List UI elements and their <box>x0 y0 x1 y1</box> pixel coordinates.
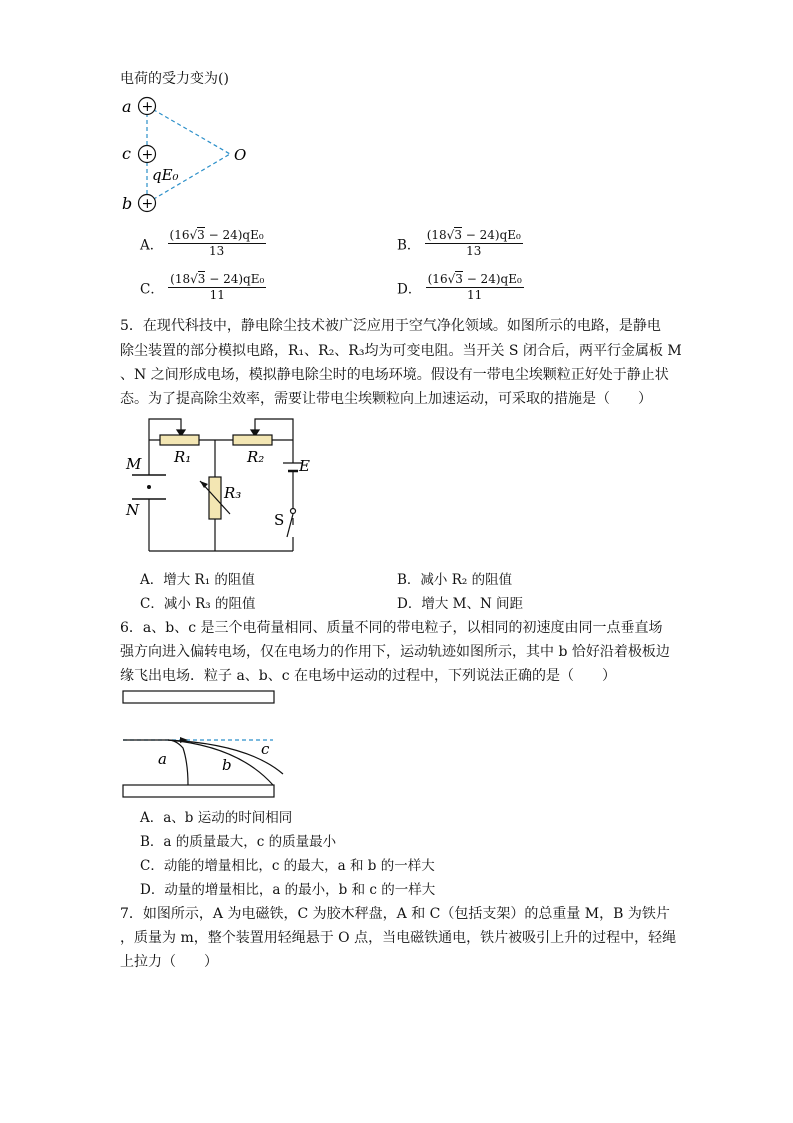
q6-option-a[interactable]: A．a、b 运动的时间相同 <box>140 810 293 826</box>
q5-line-3: 、N 之间形成电场，模拟静电除尘时的电场环境。假设有一带电尘埃颗粒正好处于静止状 <box>120 367 669 383</box>
q4-option-a[interactable]: A． $\frac{\text{(16√3 − 24)qE₀}}{13}$ <box>140 228 264 258</box>
label-c: c <box>122 144 131 163</box>
label-s: S <box>274 511 285 529</box>
q5-option-b[interactable]: B．减小 R₂ 的阻值 <box>397 572 513 588</box>
q5-line-2: 除尘装置的部分模拟电路，R₁、R₂、R₃均为可变电阻。当开关 S 闭合后，两平行金属板 M <box>120 343 682 359</box>
label-c: c <box>261 740 270 758</box>
q7-line-2: ，质量为 m，整个装置用轻绳悬于 O 点，当电磁铁通电，铁片被吸引上升的过程中，轻绳 <box>120 930 677 946</box>
svg-text:+: + <box>141 147 154 163</box>
svg-text:+: + <box>141 196 154 212</box>
q5-option-a[interactable]: A．增大 R₁ 的阻值 <box>140 572 255 588</box>
label-a: a <box>122 97 132 116</box>
label-o: O <box>234 146 247 164</box>
label-a: a <box>158 750 167 768</box>
label-n: N <box>126 501 140 519</box>
label-e: E <box>299 457 310 475</box>
q4-option-b[interactable]: B． $\frac{\text{(18√3 − 24)qE₀}}{13}$ <box>397 228 521 258</box>
label-r3: R₃ <box>224 484 242 502</box>
resistor-r1 <box>160 435 199 445</box>
q4-option-d[interactable]: D． $\frac{\text{(16√3 − 24)qE₀}}{11}$ <box>397 272 522 302</box>
q4-charges-figure <box>118 92 258 222</box>
label-m: M <box>126 455 142 473</box>
q4-stem-tail: 电荷的受力变为() <box>120 71 229 87</box>
q6-option-d[interactable]: D．动量的增量相比，a 的最小，b 和 c 的一样大 <box>140 882 436 898</box>
q5-option-c[interactable]: C．减小 R₃ 的阻值 <box>140 596 256 612</box>
q6-line-1: 6．a、b、c 是三个电荷量相同、质量不同的带电粒子，以相同的初速度由同一点垂直场 <box>120 620 663 636</box>
q7-line-3: 上拉力（ ） <box>120 954 218 970</box>
label-b: b <box>122 194 133 213</box>
q4-option-c[interactable]: C． $\frac{\text{(18√3 − 24)qE₀}}{11}$ <box>140 272 265 302</box>
q6-line-2: 强方向进入偏转电场，仅在电场力的作用下，运动轨迹如图所示，其中 b 恰好沿着极板边 <box>120 644 670 660</box>
q6-deflection-figure <box>118 688 288 803</box>
q5-option-d[interactable]: D．增大 M、N 间距 <box>397 596 524 612</box>
q5-line-4: 态。为了提高除尘效率，需要让带电尘埃颗粒向上加速运动，可采取的措施是（ ） <box>120 391 652 407</box>
resistor-r2 <box>233 435 272 445</box>
upper-plate <box>123 691 274 703</box>
label-r2: R₂ <box>247 448 265 466</box>
lower-plate <box>123 785 274 797</box>
charge-a <box>139 98 156 116</box>
force-label: qE₀ <box>152 166 179 184</box>
q6-option-c[interactable]: C．动能的增量相比，c 的最大，a 和 b 的一样大 <box>140 858 435 874</box>
q7-line-1: 7．如图所示，A 为电磁铁，C 为胶木秤盘，A 和 C（包括支架）的总重量 M，B 为铁片 <box>120 906 670 922</box>
charge-b <box>139 195 156 213</box>
label-r1: R₁ <box>174 448 192 466</box>
label-b: b <box>222 756 232 774</box>
q5-line-1: 5．在现代科技中，静电除尘技术被广泛应用于空气净化领域。如图所示的电路，是静电 <box>120 318 661 334</box>
dust-particle <box>147 485 151 489</box>
q6-line-3: 缘飞出电场．粒子 a、b、c 在电场中运动的过程中，下列说法正确的是（ ） <box>120 668 617 684</box>
charge-c <box>139 146 156 164</box>
svg-text:+: + <box>141 99 154 115</box>
q6-option-b[interactable]: B．a 的质量最大，c 的质量最小 <box>140 834 337 850</box>
q5-circuit-figure <box>118 413 318 558</box>
